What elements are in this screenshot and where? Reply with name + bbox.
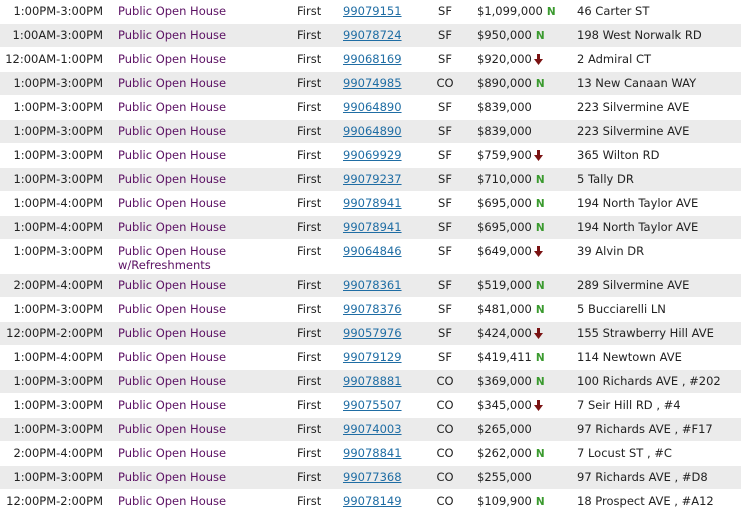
open-house-time: 1:00PM-3:00PM bbox=[13, 172, 103, 186]
open-house-time: 1:00PM-3:00PM bbox=[13, 100, 103, 114]
property-address: 97 Richards AVE , #D8 bbox=[577, 470, 708, 484]
property-address: 7 Locust ST , #C bbox=[577, 446, 672, 460]
table-row bbox=[0, 96, 741, 120]
event-type: Public Open House w/Refreshments bbox=[118, 244, 227, 272]
open-house-time: 1:00PM-3:00PM bbox=[13, 244, 103, 258]
property-address: 100 Richards AVE , #202 bbox=[577, 374, 721, 388]
event-type: Public Open House bbox=[118, 302, 227, 316]
new-listing-indicator: N bbox=[546, 6, 556, 18]
mls-number-link[interactable]: 99064890 bbox=[343, 124, 402, 138]
open-house-time: 1:00PM-3:00PM bbox=[13, 470, 103, 484]
table-row bbox=[0, 322, 741, 346]
open-house-status: First bbox=[297, 4, 322, 18]
mls-number-link[interactable]: 99078361 bbox=[343, 278, 402, 292]
open-house-time: 2:00PM-4:00PM bbox=[13, 446, 103, 460]
open-house-time: 1:00PM-3:00PM bbox=[13, 422, 103, 436]
table-row bbox=[0, 442, 741, 466]
event-type: Public Open House bbox=[118, 374, 227, 388]
property-type: SF bbox=[438, 278, 452, 292]
open-house-time: 1:00PM-3:00PM bbox=[13, 76, 103, 90]
list-price: $649,000 bbox=[477, 244, 532, 258]
open-house-status: First bbox=[297, 124, 322, 138]
table-row bbox=[0, 346, 741, 370]
price-cell bbox=[477, 196, 545, 211]
property-type: SF bbox=[438, 350, 452, 364]
event-type: Public Open House bbox=[118, 4, 227, 18]
open-house-time: 1:00PM-4:00PM bbox=[13, 350, 103, 364]
open-house-time: 1:00PM-4:00PM bbox=[13, 196, 103, 210]
mls-number-link[interactable]: 99075507 bbox=[343, 398, 402, 412]
open-house-time: 1:00PM-3:00PM bbox=[13, 374, 103, 388]
list-price: $519,000 bbox=[477, 278, 532, 292]
open-house-status: First bbox=[297, 350, 322, 364]
property-type: SF bbox=[438, 244, 452, 258]
open-house-time: 1:00PM-3:00PM bbox=[13, 4, 103, 18]
event-type: Public Open House bbox=[118, 52, 227, 66]
open-house-status: First bbox=[297, 326, 322, 340]
list-price: $419,411 bbox=[477, 350, 532, 364]
property-address: 5 Tally DR bbox=[577, 172, 634, 186]
property-address: 365 Wilton RD bbox=[577, 148, 660, 162]
table-row bbox=[0, 192, 741, 216]
list-price: $695,000 bbox=[477, 196, 532, 210]
property-type: CO bbox=[436, 374, 454, 388]
open-house-status: First bbox=[297, 100, 322, 114]
open-house-status: First bbox=[297, 148, 322, 162]
open-house-status: First bbox=[297, 76, 322, 90]
open-house-time: 1:00PM-3:00PM bbox=[13, 124, 103, 138]
table-row bbox=[0, 144, 741, 168]
property-type: SF bbox=[438, 196, 452, 210]
property-address: 97 Richards AVE , #F17 bbox=[577, 422, 713, 436]
mls-number-link[interactable]: 99078941 bbox=[343, 220, 402, 234]
mls-number-link[interactable]: 99064846 bbox=[343, 244, 402, 258]
table-row bbox=[0, 394, 741, 418]
table-row bbox=[0, 370, 741, 394]
new-listing-indicator: N bbox=[535, 448, 545, 460]
open-house-status: First bbox=[297, 302, 322, 316]
event-type: Public Open House bbox=[118, 422, 227, 436]
mls-number-link[interactable]: 99068169 bbox=[343, 52, 402, 66]
table-row bbox=[0, 298, 741, 322]
mls-number-link[interactable]: 99078724 bbox=[343, 28, 402, 42]
open-house-status: First bbox=[297, 422, 322, 436]
event-type: Public Open House bbox=[118, 278, 227, 292]
price-cell bbox=[477, 148, 543, 164]
event-type: Public Open House bbox=[118, 196, 227, 210]
property-type: SF bbox=[438, 302, 452, 316]
property-address: 18 Prospect AVE , #A12 bbox=[577, 494, 714, 508]
price-cell bbox=[477, 124, 532, 138]
new-listing-indicator: N bbox=[535, 174, 545, 186]
open-house-time: 12:00PM-2:00PM bbox=[6, 494, 103, 508]
new-listing-indicator: N bbox=[535, 352, 545, 364]
property-type: SF bbox=[438, 4, 452, 18]
property-address: 46 Carter ST bbox=[577, 4, 650, 18]
mls-number-link[interactable]: 99078149 bbox=[343, 494, 402, 508]
mls-number-link[interactable]: 99074003 bbox=[343, 422, 402, 436]
property-address: 7 Seir Hill RD , #4 bbox=[577, 398, 681, 412]
list-price: $481,000 bbox=[477, 302, 532, 316]
table-row bbox=[0, 240, 741, 274]
table-row bbox=[0, 168, 741, 192]
price-cell bbox=[477, 422, 532, 436]
property-address: 198 West Norwalk RD bbox=[577, 28, 702, 42]
list-price: $890,000 bbox=[477, 76, 532, 90]
price-cell bbox=[477, 4, 556, 19]
property-address: 13 New Canaan WAY bbox=[577, 76, 697, 90]
price-cell bbox=[477, 326, 543, 342]
property-type: SF bbox=[438, 220, 452, 234]
mls-number-link[interactable]: 99078841 bbox=[343, 446, 402, 460]
open-house-status: First bbox=[297, 220, 322, 234]
open-house-time: 12:00AM-1:00PM bbox=[5, 52, 103, 66]
property-type: CO bbox=[436, 470, 454, 484]
price-cell bbox=[477, 374, 545, 389]
open-house-status: First bbox=[297, 446, 322, 460]
property-address: 5 Bucciarelli LN bbox=[577, 302, 666, 316]
open-house-time: 1:00PM-3:00PM bbox=[13, 302, 103, 316]
price-reduced-down-arrow-icon bbox=[534, 54, 543, 68]
new-listing-indicator: N bbox=[535, 304, 545, 316]
property-type: CO bbox=[436, 446, 454, 460]
mls-number-link[interactable]: 99074985 bbox=[343, 76, 402, 90]
open-house-status: First bbox=[297, 494, 322, 508]
event-type: Public Open House bbox=[118, 470, 227, 484]
list-price: $839,000 bbox=[477, 124, 532, 138]
price-cell bbox=[477, 278, 545, 293]
property-type: CO bbox=[436, 398, 454, 412]
property-address: 194 North Taylor AVE bbox=[577, 220, 699, 234]
price-cell bbox=[477, 52, 543, 68]
property-address: 155 Strawberry Hill AVE bbox=[577, 326, 714, 340]
open-house-time: 1:00PM-4:00PM bbox=[13, 220, 103, 234]
mls-number-link[interactable]: 99057976 bbox=[343, 326, 402, 340]
mls-number-link[interactable]: 99064890 bbox=[343, 100, 402, 114]
event-type: Public Open House bbox=[118, 124, 227, 138]
mls-number-link[interactable]: 99079237 bbox=[343, 172, 402, 186]
open-house-status: First bbox=[297, 244, 322, 258]
table-row bbox=[0, 490, 741, 514]
price-cell bbox=[477, 302, 545, 317]
list-price: $839,000 bbox=[477, 100, 532, 114]
open-house-time: 1:00AM-3:00PM bbox=[12, 28, 103, 42]
table-row bbox=[0, 120, 741, 144]
new-listing-indicator: N bbox=[535, 376, 545, 388]
property-type: SF bbox=[438, 100, 452, 114]
open-house-status: First bbox=[297, 196, 322, 210]
table-row bbox=[0, 418, 741, 442]
event-type: Public Open House bbox=[118, 28, 227, 42]
new-listing-indicator: N bbox=[535, 496, 545, 508]
new-listing-indicator: N bbox=[535, 78, 545, 90]
table-row bbox=[0, 48, 741, 72]
open-house-time: 1:00PM-3:00PM bbox=[13, 398, 103, 412]
event-type: Public Open House bbox=[118, 172, 227, 186]
table-row bbox=[0, 466, 741, 490]
event-type: Public Open House bbox=[118, 148, 227, 162]
price-cell bbox=[477, 76, 545, 91]
property-type: CO bbox=[436, 76, 454, 90]
price-reduced-down-arrow-icon bbox=[534, 328, 543, 342]
new-listing-indicator: N bbox=[535, 30, 545, 42]
open-house-time: 2:00PM-4:00PM bbox=[13, 278, 103, 292]
list-price: $920,000 bbox=[477, 52, 532, 66]
price-reduced-down-arrow-icon bbox=[534, 400, 543, 414]
table-row bbox=[0, 72, 741, 96]
price-reduced-down-arrow-icon bbox=[534, 246, 543, 260]
new-listing-indicator: N bbox=[535, 198, 545, 210]
mls-number-link[interactable]: 99078881 bbox=[343, 374, 402, 388]
property-address: 289 Silvermine AVE bbox=[577, 278, 690, 292]
new-listing-indicator: N bbox=[535, 280, 545, 292]
list-price: $424,000 bbox=[477, 326, 532, 340]
price-cell bbox=[477, 470, 532, 484]
mls-number-link[interactable]: 99079129 bbox=[343, 350, 402, 364]
price-cell bbox=[477, 244, 543, 260]
event-type: Public Open House bbox=[118, 446, 227, 460]
mls-number-link[interactable]: 99078376 bbox=[343, 302, 402, 316]
mls-number-link[interactable]: 99078941 bbox=[343, 196, 402, 210]
property-address: 39 Alvin DR bbox=[577, 244, 645, 258]
mls-number-link[interactable]: 99079151 bbox=[343, 4, 402, 18]
list-price: $369,000 bbox=[477, 374, 532, 388]
property-type: SF bbox=[438, 124, 452, 138]
open-house-status: First bbox=[297, 278, 322, 292]
event-type: Public Open House bbox=[118, 76, 227, 90]
list-price: $345,000 bbox=[477, 398, 532, 412]
price-cell bbox=[477, 350, 545, 365]
open-house-status: First bbox=[297, 374, 322, 388]
price-cell bbox=[477, 100, 532, 114]
property-address: 114 Newtown AVE bbox=[577, 350, 682, 364]
open-house-time: 12:00PM-2:00PM bbox=[6, 326, 103, 340]
list-price: $265,000 bbox=[477, 422, 532, 436]
list-price: $759,900 bbox=[477, 148, 532, 162]
list-price: $950,000 bbox=[477, 28, 532, 42]
event-type: Public Open House bbox=[118, 494, 227, 508]
price-cell bbox=[477, 28, 545, 43]
mls-number-link[interactable]: 99069929 bbox=[343, 148, 402, 162]
open-house-status: First bbox=[297, 470, 322, 484]
open-house-status: First bbox=[297, 28, 322, 42]
property-type: SF bbox=[438, 52, 452, 66]
event-type: Public Open House bbox=[118, 398, 227, 412]
list-price: $255,000 bbox=[477, 470, 532, 484]
property-type: CO bbox=[436, 422, 454, 436]
list-price: $1,099,000 bbox=[477, 4, 543, 18]
open-house-time: 1:00PM-3:00PM bbox=[13, 148, 103, 162]
list-price: $109,900 bbox=[477, 494, 532, 508]
table-row bbox=[0, 0, 741, 24]
price-reduced-down-arrow-icon bbox=[534, 150, 543, 164]
event-type: Public Open House bbox=[118, 326, 227, 340]
mls-number-link[interactable]: 99077368 bbox=[343, 470, 402, 484]
table-row bbox=[0, 274, 741, 298]
property-address: 194 North Taylor AVE bbox=[577, 196, 699, 210]
new-listing-indicator: N bbox=[535, 222, 545, 234]
property-type: SF bbox=[438, 172, 452, 186]
event-type: Public Open House bbox=[118, 100, 227, 114]
price-cell bbox=[477, 172, 545, 187]
list-price: $710,000 bbox=[477, 172, 532, 186]
property-address: 2 Admiral CT bbox=[577, 52, 652, 66]
open-house-status: First bbox=[297, 52, 322, 66]
property-address: 223 Silvermine AVE bbox=[577, 124, 690, 138]
price-cell bbox=[477, 398, 543, 414]
property-type: SF bbox=[438, 148, 452, 162]
property-type: CO bbox=[436, 494, 454, 508]
table-row bbox=[0, 24, 741, 48]
property-type: SF bbox=[438, 28, 452, 42]
event-type: Public Open House bbox=[118, 220, 227, 234]
price-cell bbox=[477, 446, 545, 461]
event-type: Public Open House bbox=[118, 350, 227, 364]
table-row bbox=[0, 216, 741, 240]
property-address: 223 Silvermine AVE bbox=[577, 100, 690, 114]
property-type: SF bbox=[438, 326, 452, 340]
list-price: $695,000 bbox=[477, 220, 532, 234]
open-house-status: First bbox=[297, 172, 322, 186]
open-house-status: First bbox=[297, 398, 322, 412]
list-price: $262,000 bbox=[477, 446, 532, 460]
price-cell bbox=[477, 494, 545, 509]
price-cell bbox=[477, 220, 545, 235]
